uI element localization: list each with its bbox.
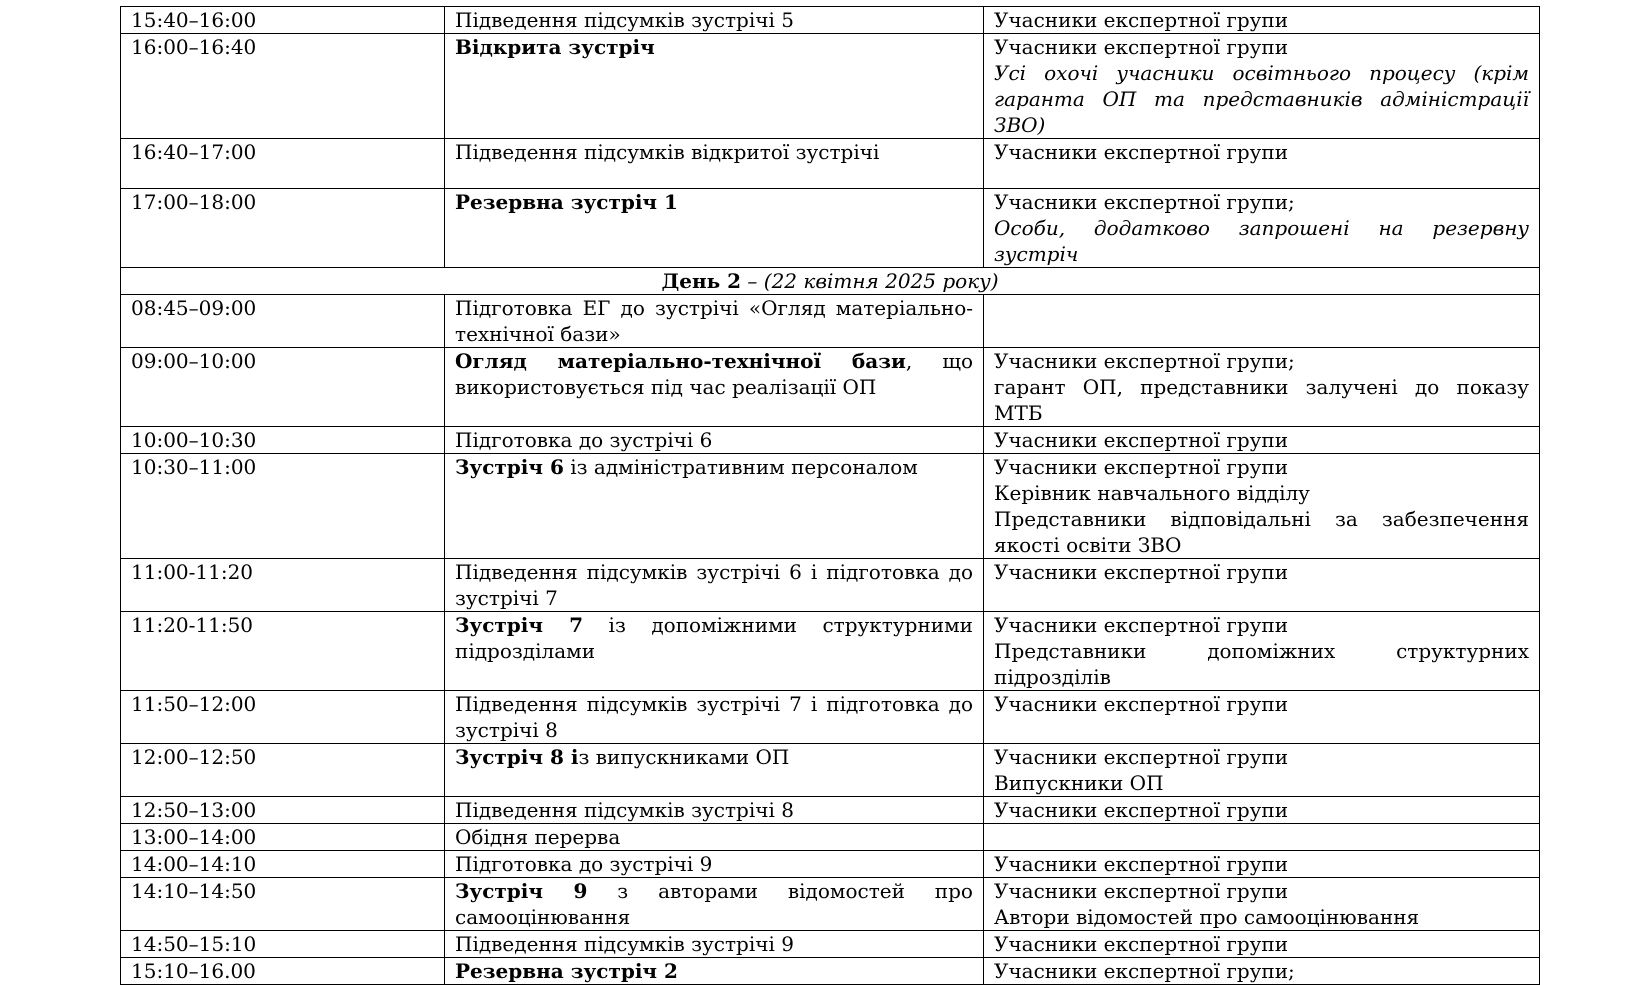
participant-line: Учасники експертної групи	[994, 428, 1289, 452]
participants-cell	[984, 797, 1540, 824]
activity-text: Підведення підсумків зустрічі 9	[455, 932, 794, 956]
time-cell: 14:10–14:50	[121, 878, 445, 931]
time-cell: 17:00–18:00	[121, 189, 445, 268]
activity-cell	[445, 744, 984, 797]
schedule-row	[121, 189, 1540, 268]
schedule-body	[121, 7, 1540, 985]
participants-cell	[984, 931, 1540, 958]
activity-text: Зустріч 8 і	[455, 745, 579, 769]
day-date: – (22 квітня 2025 року)	[741, 269, 999, 293]
participant-line: Учасники експертної групи	[994, 852, 1289, 876]
participant-line: Особи, додатково запрошені на резервну зустріч	[994, 216, 1529, 266]
participant-line: Учасники експертної групи;	[994, 959, 1295, 983]
participant-line: Випускники ОП	[994, 771, 1164, 795]
day-header-row	[121, 268, 1540, 295]
activity-text: з авторами відомостей про самооцінювання	[455, 879, 973, 929]
activity-cell	[445, 851, 984, 878]
time-cell: 11:00-11:20	[121, 559, 445, 612]
activity-cell	[445, 295, 984, 348]
activity-cell	[445, 931, 984, 958]
time-cell: 08:45–09:00	[121, 295, 445, 348]
participants-cell	[984, 348, 1540, 427]
schedule-row	[121, 851, 1540, 878]
time-cell: 14:00–14:10	[121, 851, 445, 878]
schedule-row	[121, 931, 1540, 958]
participants-cell	[984, 34, 1540, 139]
activity-cell	[445, 348, 984, 427]
schedule-table	[120, 6, 1540, 985]
activity-text: Резервна зустріч 2	[455, 959, 678, 983]
activity-text: з випускниками ОП	[578, 745, 790, 769]
activity-cell	[445, 427, 984, 454]
participant-line: Учасники експертної групи	[994, 140, 1289, 164]
participant-line: Керівник навчального відділу	[994, 481, 1310, 505]
activity-text: Підведення підсумків зустрічі 7 і підготовка до зустрічі 8	[455, 692, 973, 742]
activity-text: Обідня перерва	[455, 825, 621, 849]
time-cell: 15:10–16.00	[121, 958, 445, 985]
schedule-row	[121, 34, 1540, 139]
activity-text: Підведення підсумків відкритої зустрічі	[455, 140, 880, 164]
participant-line: Учасники експертної групи	[994, 560, 1289, 584]
activity-text: Підготовка до зустрічі 6	[455, 428, 713, 452]
activity-cell	[445, 189, 984, 268]
participants-cell	[984, 958, 1540, 985]
schedule-row	[121, 612, 1540, 691]
participant-line: Учасники експертної групи	[994, 613, 1289, 637]
activity-text: Підведення підсумків зустрічі 5	[455, 8, 794, 32]
participant-line: Учасники експертної групи;	[994, 190, 1295, 214]
participants-cell	[984, 878, 1540, 931]
participants-cell	[984, 454, 1540, 559]
activity-cell	[445, 7, 984, 34]
activity-text: Зустріч 9	[455, 879, 588, 903]
participant-line: Автори відомостей про самооцінювання	[994, 905, 1420, 929]
day-header-cell	[121, 268, 1540, 295]
participant-line: Учасники експертної групи	[994, 692, 1289, 716]
time-cell: 16:00–16:40	[121, 34, 445, 139]
schedule-row	[121, 824, 1540, 851]
schedule-row	[121, 559, 1540, 612]
participant-line: Учасники експертної групи	[994, 35, 1289, 59]
participant-line: Представники відповідальні за забезпечення якості освіти ЗВО	[994, 507, 1529, 557]
participant-line: Учасники експертної групи	[994, 932, 1289, 956]
participants-cell	[984, 691, 1540, 744]
schedule-row	[121, 348, 1540, 427]
participants-cell	[984, 189, 1540, 268]
schedule-row	[121, 427, 1540, 454]
participant-line: Учасники експертної групи	[994, 455, 1289, 479]
time-cell: 14:50–15:10	[121, 931, 445, 958]
schedule-row	[121, 295, 1540, 348]
time-cell: 10:30–11:00	[121, 454, 445, 559]
time-cell: 13:00–14:00	[121, 824, 445, 851]
schedule-row	[121, 454, 1540, 559]
activity-cell	[445, 958, 984, 985]
activity-text: Резервна зустріч 1	[455, 190, 678, 214]
day-label: День 2	[661, 269, 742, 293]
participant-line: Учасники експертної групи;	[994, 349, 1295, 373]
participants-cell	[984, 295, 1540, 348]
activity-cell	[445, 612, 984, 691]
participant-line: гарант ОП, представники залучені до показу МТБ	[994, 375, 1529, 425]
activity-cell	[445, 139, 984, 189]
participants-cell	[984, 559, 1540, 612]
time-cell: 10:00–10:30	[121, 427, 445, 454]
participant-line: Усі охочі учасники освітнього процесу (крім гаранта ОП та представників адміністрації ЗВО)	[994, 61, 1529, 137]
participant-line: Учасники експертної групи	[994, 798, 1289, 822]
participant-line: Представники допоміжних структурних підрозділів	[994, 639, 1529, 689]
schedule-row	[121, 691, 1540, 744]
time-cell: 12:50–13:00	[121, 797, 445, 824]
activity-text: із допоміжними структурними підрозділами	[455, 613, 973, 663]
activity-cell	[445, 691, 984, 744]
activity-text: Зустріч 6	[455, 455, 564, 479]
schedule-row	[121, 958, 1540, 985]
activity-cell	[445, 454, 984, 559]
activity-text: Підготовка до зустрічі 9	[455, 852, 713, 876]
schedule-row	[121, 797, 1540, 824]
activity-text: Підведення підсумків зустрічі 8	[455, 798, 794, 822]
participant-line: Учасники експертної групи	[994, 879, 1289, 903]
activity-text: із адміністративним персоналом	[563, 455, 918, 479]
participants-cell	[984, 7, 1540, 34]
schedule-row	[121, 139, 1540, 189]
time-cell: 11:50–12:00	[121, 691, 445, 744]
time-cell: 16:40–17:00	[121, 139, 445, 189]
activity-text: Огляд матеріально-технічної бази	[455, 349, 906, 373]
activity-cell	[445, 34, 984, 139]
time-cell: 12:00–12:50	[121, 744, 445, 797]
time-cell: 11:20-11:50	[121, 612, 445, 691]
participants-cell	[984, 851, 1540, 878]
activity-text: Підготовка ЕГ до зустрічі «Огляд матеріально-технічної бази»	[455, 296, 973, 346]
activity-text: Зустріч 7	[455, 613, 584, 637]
participants-cell	[984, 612, 1540, 691]
schedule-row	[121, 744, 1540, 797]
schedule-row	[121, 7, 1540, 34]
activity-cell	[445, 824, 984, 851]
activity-cell	[445, 797, 984, 824]
activity-text: , що використовується під час реалізації ОП	[455, 349, 973, 399]
time-cell: 09:00–10:00	[121, 348, 445, 427]
participant-line: Учасники експертної групи	[994, 745, 1289, 769]
time-cell: 15:40–16:00	[121, 7, 445, 34]
schedule-row	[121, 878, 1540, 931]
activity-text: Підведення підсумків зустрічі 6 і підготовка до зустрічі 7	[455, 560, 973, 610]
activity-text: Відкрита зустріч	[455, 35, 655, 59]
activity-cell	[445, 559, 984, 612]
participants-cell	[984, 744, 1540, 797]
participant-line: Учасники експертної групи	[994, 8, 1289, 32]
participants-cell	[984, 427, 1540, 454]
participants-cell	[984, 824, 1540, 851]
participants-cell	[984, 139, 1540, 189]
activity-cell	[445, 878, 984, 931]
